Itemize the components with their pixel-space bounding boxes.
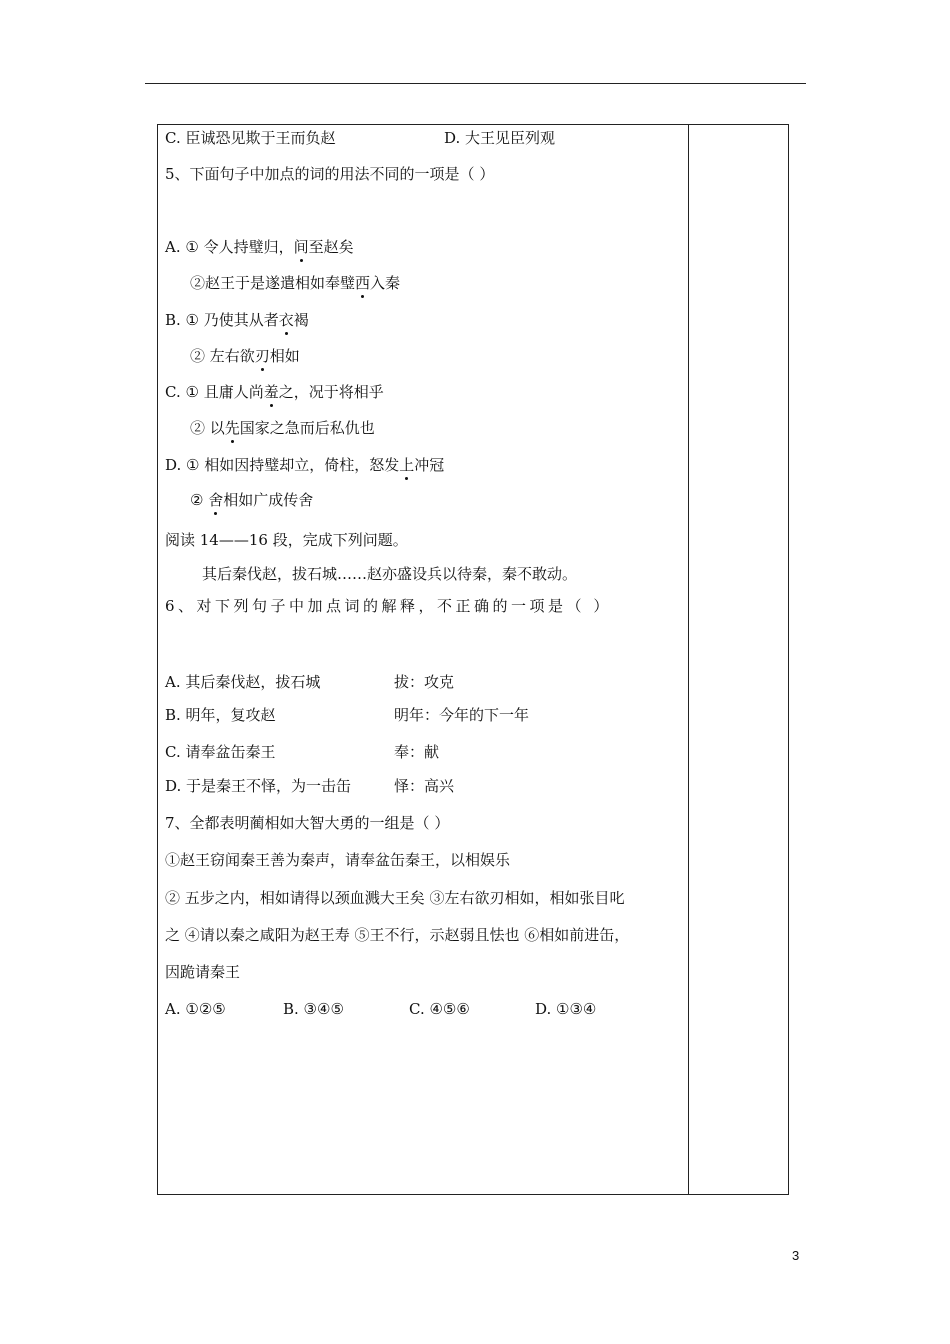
emphasis-dot-char: 刃	[254, 347, 270, 365]
header-rule	[145, 83, 806, 84]
emphasis-dot-char: 间	[293, 238, 309, 256]
q6-gloss-c: 奉：献	[394, 743, 440, 761]
emphasis-dot-char: 上	[399, 456, 415, 474]
q7-option-b: B. ③④⑤	[283, 1000, 344, 1018]
q7-stem: 7、全都表明蔺相如大智大勇的一组是（ ）	[165, 814, 450, 832]
q5-option-d1: D. ① 相如因持璧却立，倚柱，怒发上冲冠	[165, 456, 445, 474]
q6-option-c: C. 请奉盆缶秦王	[165, 743, 276, 761]
reading-intro: 阅读 14——16 段，完成下列问题。	[165, 531, 408, 549]
emphasis-dot-char: 西	[355, 274, 371, 292]
q5-option-a1: A. ① 令人持璧归，间至赵矣	[165, 238, 354, 256]
q4-option-d: D. 大王见臣列观	[444, 129, 556, 147]
emphasis-dot-char: 舍	[208, 491, 224, 509]
q7-option-d: D. ①③④	[535, 1000, 597, 1018]
q5-stem: 5、下面句子中加点的词的用法不同的一项是（ ）	[165, 165, 495, 183]
q6-gloss-d: 怿：高兴	[394, 777, 455, 795]
q6-option-d: D. 于是秦王不怿，为一击缶	[165, 777, 352, 795]
q6-gloss-a: 拔：攻克	[394, 673, 455, 691]
q6-option-a: A. 其后秦伐赵，拔石城	[165, 673, 321, 691]
notes-column-divider	[688, 124, 689, 1195]
emphasis-dot-char: 先	[224, 419, 240, 437]
q7-line-1: ①赵王窃闻秦王善为秦声，请奉盆缶秦王，以相娱乐	[165, 851, 511, 869]
q4-option-c: C. 臣诚恐见欺于王而负赵	[165, 129, 336, 147]
q5-option-d2: ② 舍相如广成传舍	[190, 491, 314, 509]
q7-line-3: 之 ④请以秦之咸阳为赵王寿 ⑤王不行，示赵弱且怯也 ⑥相如前进缶，	[165, 926, 630, 944]
emphasis-dot-char: 衣	[278, 311, 294, 329]
q7-line-2: ② 五步之内，相如请得以颈血溅大王矣 ③左右欲刃相如，相如张目叱	[165, 889, 625, 907]
q6-stem: 6、对下列句子中加点词的解释，不正确的一项是（ ）	[165, 597, 612, 615]
q7-line-4: 因跪请秦王	[165, 963, 241, 981]
page-number: 3	[792, 1248, 800, 1263]
q5-option-b2: ② 左右欲刃相如	[190, 347, 300, 365]
q7-option-c: C. ④⑤⑥	[409, 1000, 470, 1018]
reading-passage: 其后秦伐赵，拔石城……赵亦盛设兵以待秦，秦不敢动。	[202, 565, 578, 583]
q5-option-b1: B. ① 乃使其从者衣褐	[165, 311, 309, 329]
q6-gloss-b: 明年：今年的下一年	[394, 706, 530, 724]
q5-option-c2: ② 以先国家之急而后私仇也	[190, 419, 375, 437]
q6-option-b: B. 明年，复攻赵	[165, 706, 276, 724]
q5-option-a2: ②赵王于是遂遣相如奉璧西入秦	[190, 274, 401, 292]
q7-option-a: A. ①②⑤	[165, 1000, 226, 1018]
emphasis-dot-char: 羞	[263, 383, 279, 401]
q5-option-c1: C. ① 且庸人尚羞之，况于将相乎	[165, 383, 384, 401]
